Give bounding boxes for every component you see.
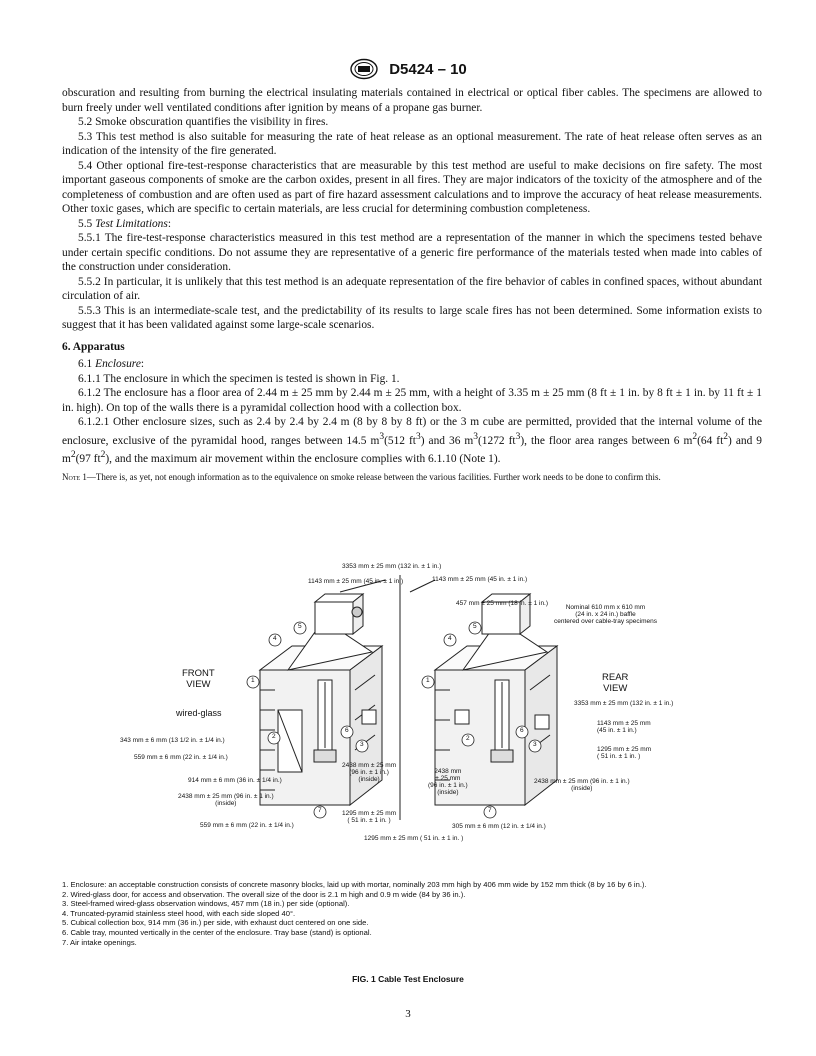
callout-4: 4 [448,635,452,642]
legend-item: 1. Enclosure: an acceptable construction consists of concrete masonry blocks, laid up with mortar, nominally 203 mm high by 406 mm wide by 152 mm thick (8 by 16 by 6 in.). [62,880,647,889]
paragraph-5-5-3: 5.5.3 This is an intermediate-scale test, and the predictability of its results to large scale fires has not been determined. Some information exists to suggest that it has been validated against some large-scale scenarios. [62,304,762,331]
superscript: 3 [415,431,421,442]
paragraph-6-1-2-1 [62,415,762,466]
dim-559-a: 559 mm ± 6 mm (22 in. ± 1/4 in.) [134,754,228,761]
paragraph-5-5-1: 5.5.1 The fire-test-response characteristics measured in this test method are a representation of the manner in which the specimens tested behave under certain specific conditions. Do not assume they are representative of a generic fire performance of the materials tested when made into cables of the construction under consideration. [62,232,762,273]
dim-2438-b: 2438 mm ± 25 mm (96 in. ± 1 in.) (inside) [342,762,397,783]
superscript: 3 [515,431,521,442]
text-run: 6.1.2.1 Other enclosure sizes, such as 2.4 by 2.4 by 2.4 m (8 by 8 by 8 ft) or the 3 m cube are permitted, provided that the internal volume of the enclosure, exclusive of the pyramidal hood, ranges between 14.5 m [62,416,762,447]
dim-343: 343 mm ± 6 mm (13 1/2 in. ± 1/4 in.) [120,737,225,744]
section-title: Test Limitations [95,217,168,230]
callout-1: 1 [426,677,430,684]
dim-1295-b: 1295 mm ± 25 mm ( 51 in. ± 1 in. ) [364,835,464,842]
legend-item: 5. Cubical collection box, 914 mm (36 in.) per side, with exhaust duct centered on one side. [62,918,369,928]
legend-item: 7. Air intake openings. [62,937,137,947]
page-header [0,58,816,80]
dim-3353-rear: 3353 mm ± 25 mm (132 in. ± 1 in.) [574,700,674,707]
superscript: 2 [100,449,106,460]
legend-item: 4. Truncated-pyramid stainless steel hood, with each side sloped 40°. [62,908,296,918]
dim-1143-rear: 1143 mm ± 25 mm (45 in. ± 1 in.) [597,720,651,734]
section-title: Enclosure [95,358,141,370]
note-text: 1—There is, as yet, not enough information as to the equivalence on smoke release between the various facilities. Further work needs to be done to confirm this. [80,472,661,483]
paragraph-5-2: 5.2 Smoke obscuration quantifies the visibility in fires. [78,116,329,128]
dim-1295-a: 1295 mm ± 25 mm ( 51 in. ± 1 in. ) [342,810,397,824]
note-1 [62,472,762,484]
callout-6: 6 [520,727,524,734]
text-run: (512 ft [384,434,416,447]
page-number: 3 [405,1008,411,1020]
text-run: (97 ft [75,452,101,465]
superscript: 3 [473,431,479,442]
paragraph-5-5: 5.5 Test Limitations: [78,217,171,230]
figure-legend [62,880,762,947]
dim-914: 914 mm ± 6 mm (36 in. ± 1/4 in.) [188,777,282,784]
dim-2438-a: 2438 mm ± 25 mm (96 in. ± 1 in.) (inside) [178,793,274,807]
paragraph-5-3: 5.3 This test method is also suitable for measuring the rate of heat release as an optional measurement. The rate of heat release often serves as an indication of the intensity of the fire generated. [62,130,762,157]
text-run: ), the floor area ranges between 6 m [520,434,693,447]
text-run: (1272 ft [478,434,516,447]
callout-1: 1 [251,677,255,684]
paragraph-5-4: 5.4 Other optional fire-test-response characteristics that are measurable by this test method are useful to make decisions on fire safety. The most important gaseous components of smoke are the carbon oxides, present in all fires. They are major indicators of the toxicity of the atmosphere and of the completeness of combustion and are often used as part of fire hazard assessment calculations and to improve the accuracy of heat release measurements. Other toxic gases, which are specific to certain materials, are less crucial for determining combustion completeness. [62,159,762,215]
paragraph-6-1-1: 6.1.1 The enclosure in which the specimen is tested is shown in Fig. 1. [78,372,400,385]
callout-5: 5 [473,623,477,630]
dim-top-left: 1143 mm ± 25 mm (45 in. ± 1 in.) [308,578,404,585]
dim-2438-c: 2438 mm ± 25 mm (96 in. ± 1 in.) (inside) [428,768,468,796]
text-run: ) and 36 m [420,434,474,447]
superscript: 2 [692,431,698,442]
body-text [62,86,762,484]
superscript: 3 [379,431,385,442]
text-run: ), and the maximum air movement within the enclosure complies with 6.1.10 (Note 1). [105,452,501,465]
dim-1295-rear: 1295 mm ± 25 mm ( 51 in. ± 1 in. ) [597,746,652,760]
text-run: ) and 9 m [62,434,762,465]
note-label: Note [62,472,81,483]
dim-total-height: 3353 mm ± 25 mm (132 in. ± 1 in.) [342,563,442,570]
figure-cable-test-enclosure [110,560,710,860]
dim-window: 457 mm ± 25 mm (18 in. ± 1 in.) [456,600,549,607]
section-heading-apparatus: 6. Apparatus [62,340,125,353]
callout-6: 6 [345,727,349,734]
figure-caption: FIG. 1 Cable Test Enclosure [352,974,464,984]
dim-2438-rear: 2438 mm ± 25 mm (96 in. ± 1 in.) (inside) [534,778,630,792]
callout-2: 2 [466,735,470,742]
baffle-label: Nominal 610 mm x 610 mm (24 in. x 24 in.) baffle centered over cable-tray specimens [554,604,657,625]
superscript: 2 [723,431,729,442]
callout-7: 7 [488,807,492,814]
paragraph-6-1: 6.1 Enclosure: [78,358,145,370]
dim-305: 305 mm ± 6 mm (12 in. ± 1/4 in.) [452,823,546,830]
section-number: 5.5 [78,217,93,230]
dim-top-right: 1143 mm ± 25 mm (45 in. ± 1 in.) [432,576,528,583]
document-id: D5424 – 10 [389,60,467,78]
section-number: 6.1 [78,358,93,370]
callout-3: 3 [360,741,364,748]
callout-5: 5 [298,623,302,630]
callout-2: 2 [272,733,276,740]
legend-item: 2. Wired-glass door, for access and observation. The overall size of the door is 2.1 m high and 0.9 m wide (84 by 36 in.). [62,889,466,899]
paragraph-6-1-2: 6.1.2 The enclosure has a floor area of 2.44 m ± 25 mm by 2.44 m ± 25 mm, with a height of 3.35 m ± 25 mm (8 ft ± 1 in. by 8 ft ± 1 in. by 11 ft ± 1 in. high). On top of the walls there is a pyramidal collection hood with a collection box. [62,387,762,414]
paragraph-5-5-2: 5.5.2 In particular, it is unlikely that this test method is an adequate representation of the fire behavior of cables in confined spaces, without abundant circulation of air. [62,275,762,302]
callout-7: 7 [318,807,322,814]
text-run: (64 ft [697,434,724,447]
wired-glass-label: wired-glass [176,708,222,718]
legend-item: 3. Steel-framed wired-glass observation windows, 457 mm (18 in.) per side (optional). [62,899,350,909]
rear-view-label: REAR VIEW [602,672,629,694]
astm-logo-icon [349,58,379,80]
callout-3: 3 [533,741,537,748]
front-view-label: FRONT VIEW [182,668,215,690]
legend-item: 6. Cable tray, mounted vertically in the center of the enclosure. Tray base (stand) is optional. [62,927,372,937]
dim-559-b: 559 mm ± 6 mm (22 in. ± 1/4 in.) [200,822,294,829]
callout-4: 4 [273,635,277,642]
superscript: 2 [70,449,76,460]
paragraph: obscuration and resulting from burning the electrical insulating materials contained in electrical or optical fiber cables. The specimens are allowed to burn freely under well ventilated conditions after ignition by means of a propane gas burner. [62,87,762,114]
